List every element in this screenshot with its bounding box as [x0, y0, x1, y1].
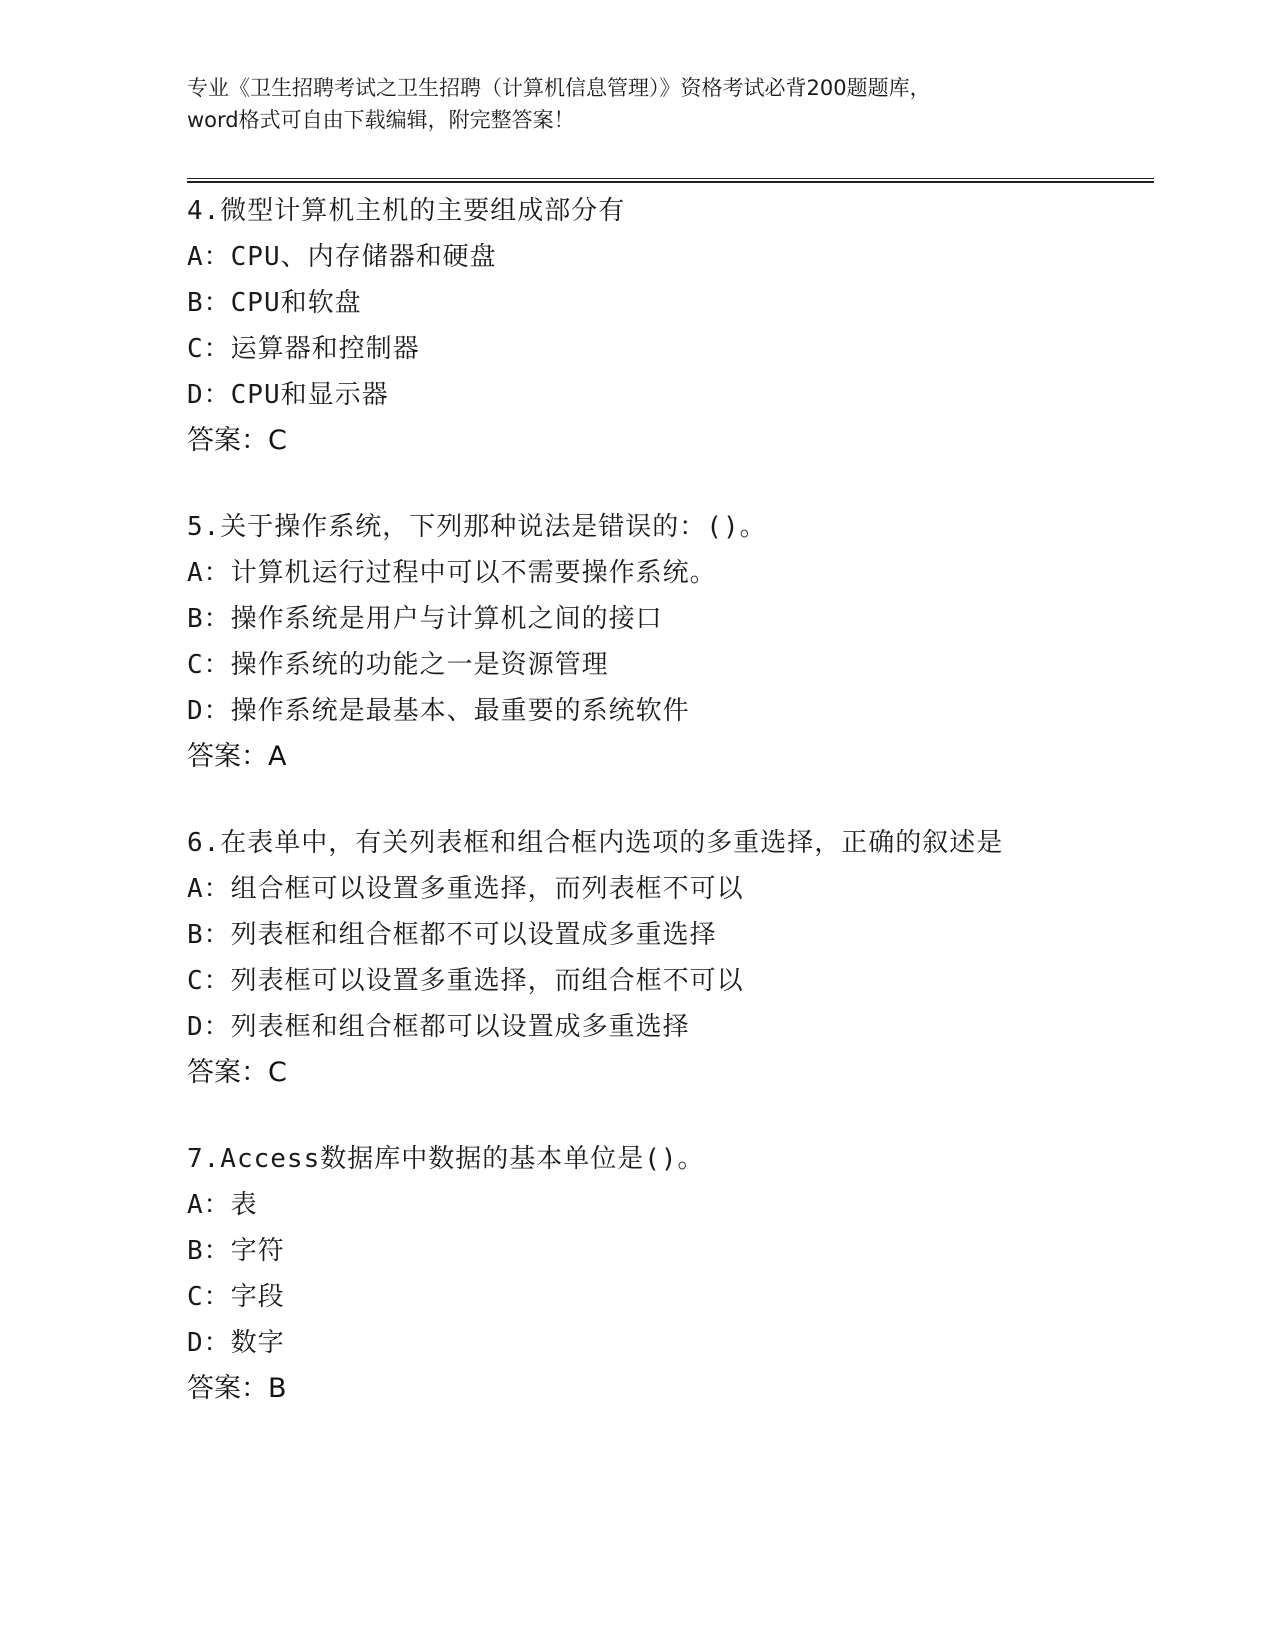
document-header: [187, 72, 1087, 136]
question-5: [187, 504, 1147, 780]
option-b: B：字符: [187, 1236, 285, 1266]
option-b: B：操作系统是用户与计算机之间的接口: [187, 604, 663, 634]
header-divider-thin: [187, 178, 1154, 179]
question-stem: 6.在表单中，有关列表框和组合框内选项的多重选择，正确的叙述是: [187, 828, 1004, 858]
question-stem: 7.Access数据库中数据的基本单位是()。: [187, 1144, 705, 1174]
question-4: [187, 188, 1147, 464]
option-c: C：字段: [187, 1282, 285, 1312]
answer-label: 答案：A: [187, 741, 287, 772]
option-c: C：运算器和控制器: [187, 334, 420, 364]
option-d: D：操作系统是最基本、最重要的系统软件: [187, 696, 690, 726]
option-d: D：列表框和组合框都可以设置成多重选择: [187, 1012, 690, 1042]
header-line-1: 专业《卫生招聘考试之卫生招聘（计算机信息管理）》资格考试必背200题题库，: [187, 76, 931, 100]
question-stem: 4.微型计算机主机的主要组成部分有: [187, 196, 626, 226]
question-6: [187, 820, 1147, 1096]
option-a: A：表: [187, 1190, 258, 1220]
option-c: C：操作系统的功能之一是资源管理: [187, 650, 609, 680]
option-b: B：列表框和组合框都不可以设置成多重选择: [187, 920, 717, 950]
answer-label: 答案：B: [187, 1373, 287, 1404]
question-list: [187, 188, 1147, 1452]
option-a: A：计算机运行过程中可以不需要操作系统。: [187, 558, 717, 588]
question-7: [187, 1136, 1147, 1412]
option-a: A：CPU、内存储器和硬盘: [187, 242, 497, 272]
option-d: D：CPU和显示器: [187, 380, 389, 410]
question-stem: 5.关于操作系统，下列那种说法是错误的：()。: [187, 512, 767, 542]
option-a: A：组合框可以设置多重选择，而列表框不可以: [187, 874, 744, 904]
header-line-2: word格式可自由下载编辑，附完整答案！: [187, 108, 575, 132]
answer-label: 答案：C: [187, 425, 287, 456]
answer-label: 答案：C: [187, 1057, 287, 1088]
option-c: C：列表框可以设置多重选择，而组合框不可以: [187, 966, 744, 996]
option-d: D：数字: [187, 1328, 285, 1358]
header-divider-thick: [187, 181, 1154, 183]
option-b: B：CPU和软盘: [187, 288, 362, 318]
